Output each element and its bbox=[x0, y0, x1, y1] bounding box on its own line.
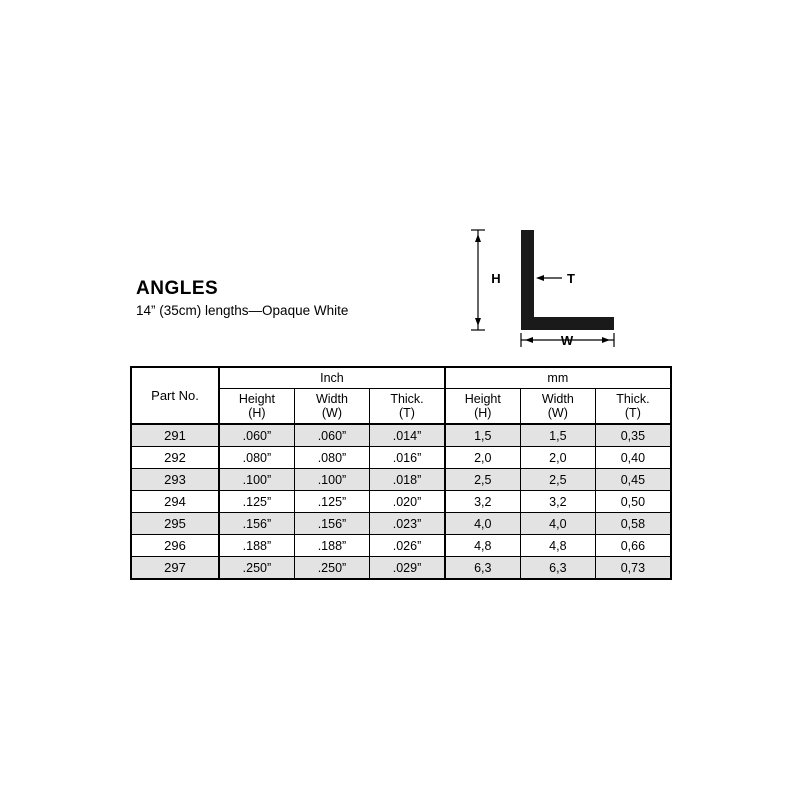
header-group-mm: mm bbox=[445, 367, 671, 389]
header-mm-height-l2: (H) bbox=[474, 406, 492, 420]
cell-mm-thick: 0,40 bbox=[595, 447, 670, 469]
cell-mm-width: 2,0 bbox=[520, 447, 595, 469]
angle-profile-diagram bbox=[466, 222, 636, 348]
table-row bbox=[131, 535, 671, 557]
table-row bbox=[131, 424, 671, 447]
cell-part-no: 292 bbox=[131, 447, 219, 469]
cell-mm-height: 2,0 bbox=[445, 447, 520, 469]
cell-inch-thick: .026” bbox=[370, 535, 445, 557]
header-inch-thick-l1: Thick. bbox=[390, 392, 424, 406]
header-group-inch: Inch bbox=[219, 367, 445, 389]
cell-inch-height: .188” bbox=[219, 535, 294, 557]
header-mm-width bbox=[520, 389, 595, 425]
cell-mm-height: 4,0 bbox=[445, 513, 520, 535]
cell-inch-thick: .020” bbox=[370, 491, 445, 513]
cell-inch-height: .080” bbox=[219, 447, 294, 469]
cell-mm-height: 1,5 bbox=[445, 424, 520, 447]
spec-table-container bbox=[130, 366, 670, 580]
cell-part-no: 291 bbox=[131, 424, 219, 447]
page-subtitle: 14” (35cm) lengths—Opaque White bbox=[136, 302, 349, 318]
table-row bbox=[131, 447, 671, 469]
page-title: ANGLES bbox=[136, 278, 219, 299]
cell-mm-height: 6,3 bbox=[445, 557, 520, 580]
cell-mm-thick: 0,73 bbox=[595, 557, 670, 580]
table-row bbox=[131, 557, 671, 580]
header-inch-thick-l2: (T) bbox=[399, 406, 415, 420]
cell-mm-width: 4,0 bbox=[520, 513, 595, 535]
cell-mm-width: 6,3 bbox=[520, 557, 595, 580]
cell-inch-thick: .014” bbox=[370, 424, 445, 447]
table-row bbox=[131, 513, 671, 535]
table-row bbox=[131, 491, 671, 513]
cell-inch-width: .125” bbox=[294, 491, 369, 513]
table-head bbox=[131, 367, 671, 424]
cell-inch-height: .156” bbox=[219, 513, 294, 535]
header-inch-width-l2: (W) bbox=[321, 406, 342, 420]
header-mm-thick-l1: Thick. bbox=[616, 392, 650, 406]
cell-part-no: 297 bbox=[131, 557, 219, 580]
cell-inch-thick: .023” bbox=[370, 513, 445, 535]
header-mm-height bbox=[445, 389, 520, 425]
cell-mm-thick: 0,45 bbox=[595, 469, 670, 491]
title-block bbox=[136, 278, 436, 319]
cell-mm-thick: 0,58 bbox=[595, 513, 670, 535]
cell-inch-width: .060” bbox=[294, 424, 369, 447]
header-mm-width-l1: Width bbox=[541, 392, 574, 406]
cell-inch-width: .250” bbox=[294, 557, 369, 580]
table-body bbox=[131, 424, 671, 579]
cell-inch-width: .080” bbox=[294, 447, 369, 469]
cell-inch-height: .125” bbox=[219, 491, 294, 513]
diagram-label-w: W bbox=[560, 333, 574, 348]
header-inch-height bbox=[219, 389, 294, 425]
cell-mm-thick: 0,35 bbox=[595, 424, 670, 447]
table-group-header-row bbox=[131, 367, 671, 389]
cell-mm-width: 4,8 bbox=[520, 535, 595, 557]
cell-inch-width: .156” bbox=[294, 513, 369, 535]
cell-inch-width: .100” bbox=[294, 469, 369, 491]
header-mm-thick bbox=[595, 389, 670, 425]
cell-inch-thick: .016” bbox=[370, 447, 445, 469]
height-dimension bbox=[471, 230, 485, 330]
cell-part-no: 295 bbox=[131, 513, 219, 535]
cell-part-no: 293 bbox=[131, 469, 219, 491]
diagram-label-t: T bbox=[567, 271, 575, 286]
cell-inch-width: .188” bbox=[294, 535, 369, 557]
cell-inch-height: .250” bbox=[219, 557, 294, 580]
header-inch-thick bbox=[370, 389, 445, 425]
header-inch-width bbox=[294, 389, 369, 425]
cell-part-no: 296 bbox=[131, 535, 219, 557]
thickness-dimension bbox=[536, 275, 562, 281]
cell-inch-height: .060” bbox=[219, 424, 294, 447]
header-part-no: Part No. bbox=[131, 367, 219, 424]
cell-inch-thick: .029” bbox=[370, 557, 445, 580]
cell-mm-width: 1,5 bbox=[520, 424, 595, 447]
cell-inch-height: .100” bbox=[219, 469, 294, 491]
diagram-label-h: H bbox=[491, 271, 501, 286]
table-row bbox=[131, 469, 671, 491]
header-inch-height-l2: (H) bbox=[248, 406, 266, 420]
cell-mm-height: 4,8 bbox=[445, 535, 520, 557]
header-mm-thick-l2: (T) bbox=[624, 406, 641, 420]
cell-mm-height: 2,5 bbox=[445, 469, 520, 491]
cell-mm-width: 2,5 bbox=[520, 469, 595, 491]
cell-mm-thick: 0,66 bbox=[595, 535, 670, 557]
cell-mm-height: 3,2 bbox=[445, 491, 520, 513]
specification-table bbox=[130, 366, 672, 580]
cell-mm-thick: 0,50 bbox=[595, 491, 670, 513]
header-inch-width-l1: Width bbox=[315, 392, 348, 406]
header-mm-height-l1: Height bbox=[464, 392, 501, 406]
header-mm-width-l2: (W) bbox=[547, 406, 568, 420]
cell-inch-thick: .018” bbox=[370, 469, 445, 491]
cell-mm-width: 3,2 bbox=[520, 491, 595, 513]
header-inch-height-l1: Height bbox=[238, 392, 275, 406]
cell-part-no: 294 bbox=[131, 491, 219, 513]
